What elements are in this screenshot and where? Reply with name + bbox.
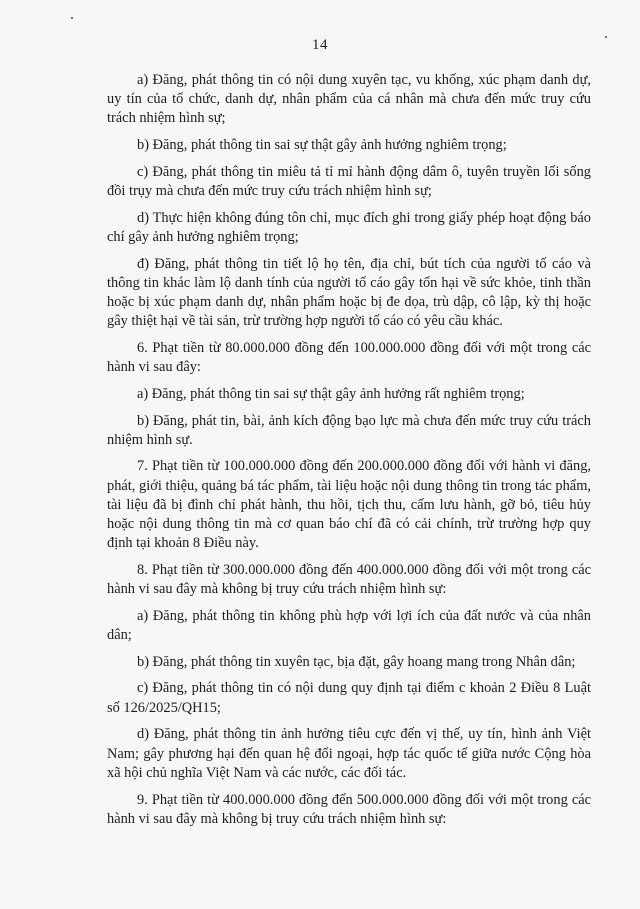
page-number: 14 — [312, 37, 328, 53]
document-body — [107, 71, 591, 836]
clause-7: 7. Phạt tiền từ 100.000.000 đồng đến 200.000.000 đồng đối với hành vi đăng, phát, giới thiệu, quảng bá tác phẩm, tài liệu hoặc nội dung thông tin trong tác phẩm, tài liệu đã bị đình chỉ phát hành, thu hồi, tịch thu, cấm lưu hành, gỡ bỏ, tiêu hủy hoặc nội dung thông tin mà cơ quan báo chí đã có cải chính, trừ trường hợp quy định tại khoản 8 Điều này. — [107, 458, 591, 552]
paragraph-5c: c) Đăng, phát thông tin miêu tả tỉ mỉ hành động dâm ô, tuyên truyền lối sống đồi trụy mà chưa đến mức truy cứu trách nhiệm hình sự; — [107, 163, 591, 200]
paragraph-5a: a) Đăng, phát thông tin có nội dung xuyên tạc, vu khống, xúc phạm danh dự, uy tín của tổ chức, danh dự, nhân phẩm của cá nhân mà chưa đến mức truy cứu trách nhiệm hình sự; — [107, 72, 591, 127]
paragraph-6a: a) Đăng, phát thông tin sai sự thật gây ảnh hưởng rất nghiêm trọng; — [137, 385, 525, 402]
paragraph-8d: d) Đăng, phát thông tin ảnh hưởng tiêu cực đến vị thế, uy tín, hình ảnh Việt Nam; gây phương hại đến quan hệ đối ngoại, hợp tác quốc tế giữa nước Cộng hòa xã hội chủ nghĩa Việt Nam và các nước, các đối tác. — [107, 726, 591, 781]
paragraph-8a: a) Đăng, phát thông tin không phù hợp với lợi ích của đất nước và của nhân dân; — [107, 607, 591, 644]
clause-8: 8. Phạt tiền từ 300.000.000 đồng đến 400.000.000 đồng đối với một trong các hành vi sau đây mà không bị truy cứu trách nhiệm hình sự: — [107, 561, 591, 598]
scan-speck — [71, 17, 73, 19]
paragraph-6b: b) Đăng, phát tin, bài, ảnh kích động bạo lực mà chưa đến mức truy cứu trách nhiệm hình sự. — [107, 412, 591, 448]
clause-9: 9. Phạt tiền từ 400.000.000 đồng đến 500.000.000 đồng đối với một trong các hành vi sau đây mà không bị truy cứu trách nhiệm hình sự: — [107, 791, 591, 827]
paragraph-8c: c) Đăng, phát thông tin có nội dung quy định tại điểm c khoản 2 Điều 8 Luật số 126/2025/QH15; — [107, 680, 591, 716]
paragraph-5d: d) Thực hiện không đúng tôn chỉ, mục đích ghi trong giấy phép hoạt động báo chí gây ảnh hưởng nghiêm trọng; — [107, 209, 591, 245]
paragraph-5b: b) Đăng, phát thông tin sai sự thật gây ảnh hưởng nghiêm trọng; — [137, 137, 507, 154]
paragraph-8b: b) Đăng, phát thông tin xuyên tạc, bịa đặt, gây hoang mang trong Nhân dân; — [137, 653, 576, 670]
clause-6: 6. Phạt tiền từ 80.000.000 đồng đến 100.000.000 đồng đối với một trong các hành vi sau đây: — [107, 339, 591, 376]
paragraph-5dd: đ) Đăng, phát thông tin tiết lộ họ tên, địa chỉ, bút tích của người tố cáo và thông tin khác làm lộ danh tính của người tố cáo gây tổn hại về sức khỏe, tinh thần hoặc bị xúc phạm danh dự, nhân phẩm hoặc bị đe dọa, trù dập, cô lập, kỳ thị hoặc gây thiệt hại về tài sản, trừ trường hợp người tố cáo có yêu cầu khác. — [107, 255, 591, 330]
